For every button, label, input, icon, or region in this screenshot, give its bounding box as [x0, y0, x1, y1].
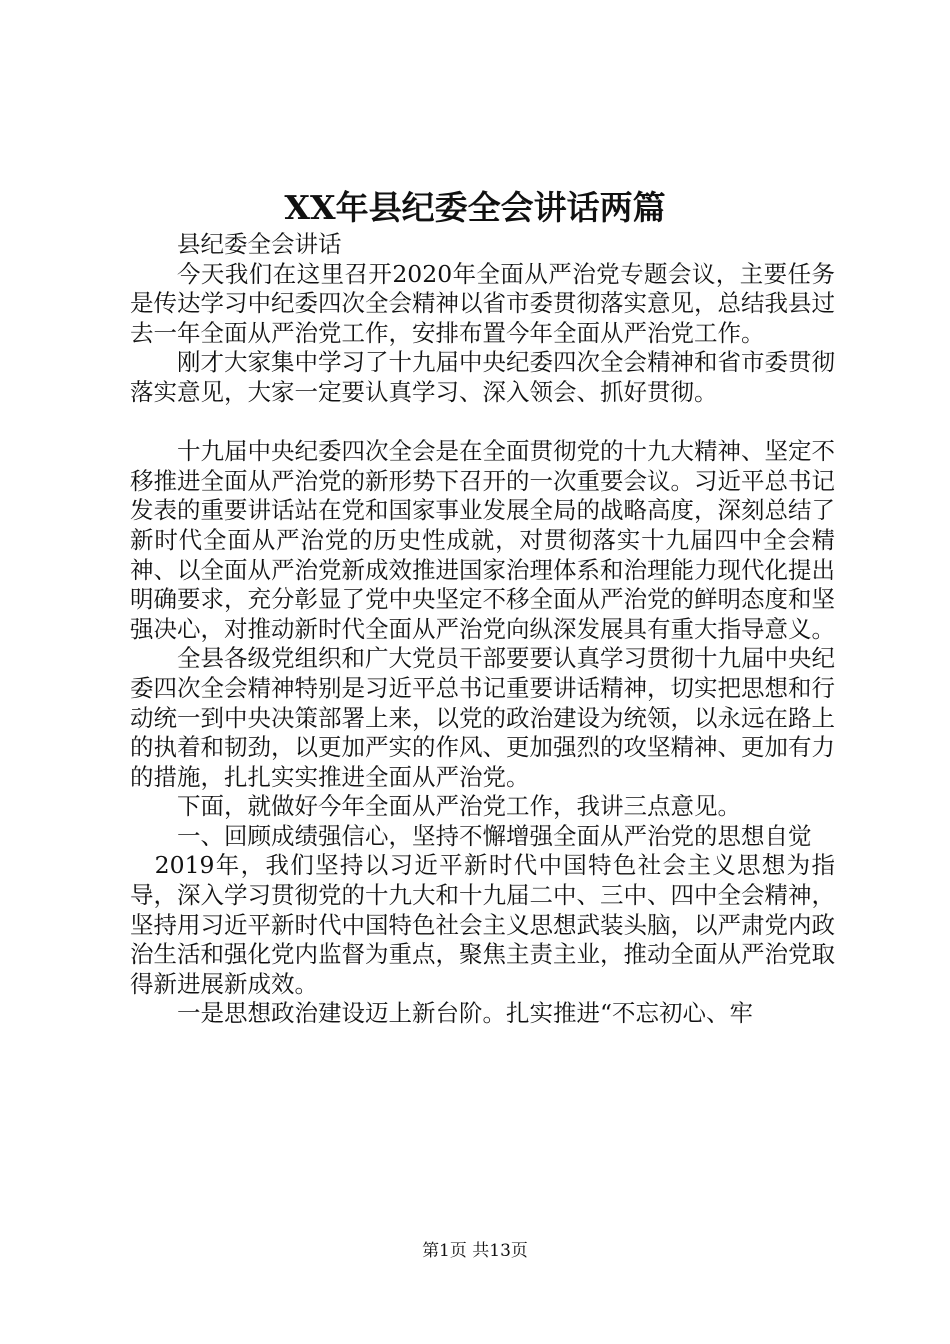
paragraph-section-heading: 县纪委全会讲话	[177, 230, 342, 258]
document-body	[130, 230, 835, 1029]
paragraph-three-points-intro: 下面，就做好今年全面从严治党工作，我讲三点意见。	[177, 792, 741, 821]
paragraph-ideological-building: 一是思想政治建设迈上新台阶。扎实推进“不忘初心、牢	[177, 999, 754, 1028]
paragraph-opening: 今天我们在这里召开2020年全面从严治党专题会议，主要任务是传达学习中纪委四次全会精神以省市委贯彻落实意见，总结我县过去一年全面从严治党工作，安排布置今年全面从严治党工作。	[130, 259, 835, 347]
page-footer: 第1页 共13页	[422, 1241, 528, 1261]
document-title: XX年县纪委全会讲话两篇	[284, 188, 666, 227]
paragraph-study-summary: 刚才大家集中学习了十九届中央纪委四次全会精神和省市委贯彻落实意见，大家一定要认真学习、深入领会、抓好贯彻。	[130, 348, 835, 406]
paragraph-plenary-significance: 十九届中央纪委四次全会是在全面贯彻党的十九大精神、坚定不移推进全面从严治党的新形势下召开的一次重要会议。习近平总书记发表的重要讲话站在党和国家事业发展全局的战略高度，深刻总结了新时代全面从严治党的历史性成就，对贯彻落实十九届四中全会精神、以全面从严治党新成效推进国家治理体系和治理能力现代化提出明确要求，充分彰显了党中央坚定不移全面从严治党的鲜明态度和坚强决心，对推动新时代全面从严治党向纵深发展具有重大指导意义。	[130, 437, 835, 643]
blank-line	[130, 408, 835, 438]
paragraph-2019-review: 2019年，我们坚持以习近平新时代中国特色社会主义思想为指导，深入学习贯彻党的十九大和十九届二中、三中、四中全会精神，坚持用习近平新时代中国特色社会主义思想武装头脑，以严肃党内政治生活和强化党内监督为重点，聚焦主责主业，推动全面从严治党取得新进展新成效。	[130, 851, 835, 998]
paragraph-point-one-heading: 一、回顾成绩强信心，坚持不懈增强全面从严治党的思想自觉	[177, 821, 812, 850]
paragraph-county-requirements: 全县各级党组织和广大党员干部要要认真学习贯彻十九届中央纪委四次全会精神特别是习近平总书记重要讲话精神，切实把思想和行动统一到中央决策部署上来，以党的政治建设为统领，以永远在路上的执着和韧劲，以更加严实的作风、更加强烈的攻坚精神、更加有力的措施，扎扎实实推进全面从严治党。	[130, 644, 835, 791]
